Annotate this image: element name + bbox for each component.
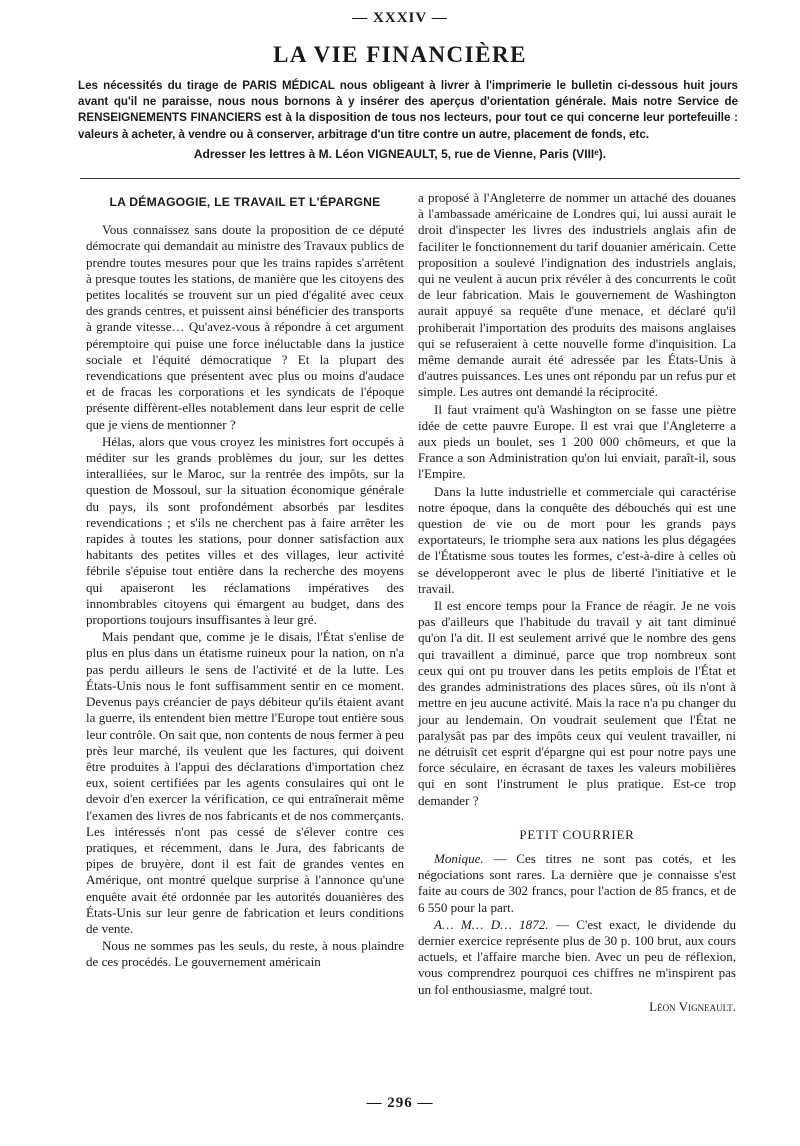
- bottom-page-number: — 296 —: [366, 1095, 434, 1111]
- article-paragraph: Hélas, alors que vous croyez les ministres fort occupés à méditer sur les grands problèmes du jour, sur les dettes interalliées, sur le Maroc, sur la rentrée des impôts, sur la question de Mossoul, sur la situation économique générale du pays, ils sont profondément absorbés par lesdites revendications ; et s'ils ne cherchent pas à faire arrêter les rapides à toutes les stations, pour donner satisfaction aux habitants des petites villes et des villages, leur activité fébrile s'épuise tout entière dans la recherche des moyens qui apaiseront les réclamations impératives des innombrables citoyens qui émargent au budget, dans des proportions toujours insuffisantes à leur gré.: [86, 433, 404, 628]
- right-column: [418, 190, 736, 1015]
- masthead-title: LA VIE FINANCIÈRE: [273, 42, 527, 67]
- courrier-item: [418, 917, 736, 998]
- top-page-number: — XXXIV —: [352, 10, 448, 26]
- article-paragraph: Vous connaissez sans doute la proposition de ce député démocrate qui demandait au ministre des Travaux publics de prendre toutes mesures pour que les trains rapides s'arrêtent à presque toutes les stations, de manière que les citoyens des petites localités se trouvent sur un pied d'égalité avec ceux des grands centres, et puissent ainsi bénéficier des transports à grande vitesse… Qu'avez-vous à répondre à cet argument péremptoire qui puise une force inéluctable dans la justice sociale et l'équité démocratique ? Et la plupart des revendications que présentent avec plus ou moins d'audace et de fracas les corporations et les syndicats de l'époque présente diffèrent-elles notablement dans leur esprit de celle que je viens de mentionner ?: [86, 222, 404, 432]
- left-column: [86, 190, 404, 972]
- article-paragraph: Il faut vraiment qu'à Washington on se fasse une piètre idée de cette pauvre Europe. Il est vrai que l'Angleterre a aux pieds un boulet, ses 1 200 000 chômeurs, et que la France a son Administration qu'on lui enviait, paraît-il, sous l'Empire.: [418, 401, 736, 482]
- article-paragraph: Il est encore temps pour la France de réagir. Je ne vois pas d'ailleurs que l'habitude du travail y ait tant diminué qu'on l'a dit. Il est seulement arrivé que le nombre des gens qui travaillent a diminué, parce que trop nombreux sont ceux qui ont pu trouver dans les petits emplois de l'État et des grandes administrations des places sûres, où ils n'ont à mettre en jeu aucune activité. Mais la race n'a pu changer du jour au lendemain. On voudrait seulement que l'État ne paralysât pas par des impôts ceux qui veulent travailler, ni ne détruisît cet esprit d'épargne qui est pour notre pays une force séculaire, en écrasant de taxes les valeurs mobilières qui en sont l'instrument le plus pratique. Est-ce trop demander ?: [418, 598, 736, 808]
- contact-address: Adresser les lettres à M. Léon VIGNEAULT, 5, rue de Vienne, Paris (VIIIᵉ).: [193, 147, 607, 161]
- courrier-title: PETIT COURRIER: [519, 826, 635, 842]
- article-paragraph: Mais pendant que, comme je le disais, l'État s'enlise de plus en plus dans un étatisme ruineux pour la nation, on n'a pas perdu ailleurs le sens de l'activité et de la lutte. Les États-Unis nous le font suffisamment sentir en ce moment. Devenus pays créancier de pays débiteur qu'ils étaient avant la guerre, ils entendent bien mettre l'Europe tout entière sous leur contrôle. On sait que, non contents de nous fermer à peu près leur marché, ils veulent que les factures, qui doivent être produites à l'appui des déclarations d'importation chez eux, soient certifiées par les agents consulaires qui ont le devoir d'en exercer la vérification, ce qui entraînerait même l'examen des livres de nos fabricants et de nos commerçants. Les intéressés n'ont pas cessé de s'élever contre ces pratiques, et récemment, dans le Jura, des fabricants de pipes de bruyère, dont il est fait de grandes ventes en Amérique, ont montré quelque surprise à l'annonce qu'une enquête avait été ordonnée par les autorités douanières des États-Unis sur leur genre de fabrication et leurs conditions de vente.: [86, 629, 404, 936]
- header-divider: [80, 178, 740, 179]
- courrier-reply: — C'est exact, le dividende du dernier exercice représente plus de 30 p. 100 brut, aux cours actuels, et l'affaire marche bien. Avec un peu de réflexion, vous comprendrez pourquoi ces chiffres ne m'inspirent pas un fol enthousiasme, malgré tout.: [418, 916, 736, 997]
- article-paragraph: Dans la lutte industrielle et commerciale qui caractérise notre époque, dans la conquête des débouchés qui est une question de vie ou de mort pour les grands pays exportateurs, le triomphe sera aux nations les plus dégagées de l'Étatisme sous toutes les formes, c'est-à-dire à celles où se développeront avec le plus de liberté l'initiative et le travail.: [418, 483, 736, 596]
- courrier-item: [418, 851, 736, 916]
- author-signature: Léon Vigneault.: [649, 998, 736, 1014]
- courrier-recipient: A… M… D… 1872.: [434, 916, 549, 932]
- courrier-recipient: Monique.: [434, 850, 484, 866]
- publication-notice: Les nécessités du tirage de PARIS MÉDICAL nous obligeant à livrer à l'imprimerie le bulletin ci-dessous huit jours avant qu'il ne paraisse, nous nous bornons à y insérer des aperçus d'orientation générale. Mais notre Service de RENSEIGNEMENTS FINANCIERS est à la disposition de tous nos lecteurs, pour tout ce qui concerne leur portefeuille : valeurs à acheter, à vendre ou à conserver, arbitrage d'un titre contre un autre, placement de fonds, etc.: [78, 79, 738, 141]
- article-paragraph: a proposé à l'Angleterre de nommer un attaché des douanes à l'ambassade américaine de Londres qui, lui aussi aurait le droit d'inspecter les livres des industriels anglais afin de faciliter le fonctionnement du tarif douanier américain. Cette proposition a soulevé l'indignation des industriels anglais, qui ne veulent à aucun prix révéler à des concurrents le coût de leur fabrication. Mais le gouvernement de Washington aurait appuyé sa requête d'une menace, et déclaré qu'il prohiberait l'importation des produits des maisons anglaises qui se refuseraient à cette nouvelle forme d'inquisition. La même demande aurait été adressée par les États-Unis à d'autres puissances. Les unes ont répondu par un refus pur et simple. Les autres ont demandé la réciprocité.: [418, 190, 736, 400]
- article-paragraph: Nous ne sommes pas les seuls, du reste, à nous plaindre de ces procédés. Le gouvernement américain: [86, 938, 404, 970]
- courrier-reply: — Ces titres ne sont pas cotés, et les négociations sont rares. La dernière que je connaisse s'est faite au cours de 302 francs, pour l'action de 85 francs, et de 6 550 pour la part.: [418, 850, 736, 915]
- article-title: LA DÉMAGOGIE, LE TRAVAIL ET L'ÉPARGNE: [109, 195, 381, 209]
